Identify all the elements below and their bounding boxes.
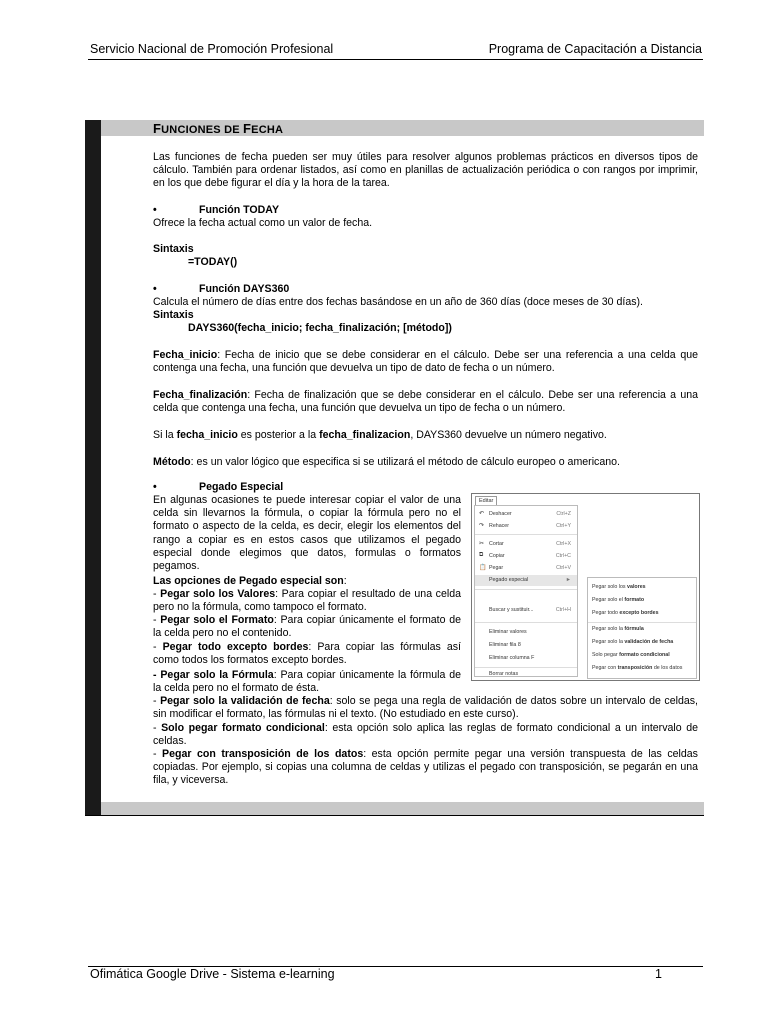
today-syntax: =TODAY() [188, 256, 238, 268]
menu-item-delete-column: Eliminar columna F [489, 655, 535, 661]
undo-icon: ↶ [479, 511, 485, 517]
option-formato: - Pegar solo el Formato: Para copiar únicamente el formato de la celda pero no el contenido. [153, 614, 461, 640]
clipboard-icon: 📋 [479, 565, 487, 571]
submenu-item-values: Pegar solo los valores [592, 584, 646, 590]
submenu-divider [588, 622, 696, 623]
section-bottom-rule [85, 815, 704, 816]
edit-menu-title: Editar [475, 496, 497, 506]
negative-note: Si la fecha_inicio es posterior a la fecha_finalizacion, DAYS360 devuelve un número negativo. [153, 429, 607, 441]
days360-syntax-label: Sintaxis [153, 309, 194, 321]
submenu-arrow-icon: ► [565, 577, 571, 583]
copy-icon: ⧉ [479, 552, 484, 558]
edit-menu [474, 505, 578, 677]
header-right: Programa de Capacitación a Distancia [488, 42, 702, 56]
menu-item-redo: ↷ Rehacer Ctrl+Y [479, 523, 571, 529]
header-rule [88, 59, 703, 60]
submenu-item-format: Pegar solo el formato [592, 597, 645, 603]
submenu-item-conditional-format: Solo pegar formato condicional [592, 652, 670, 658]
menu-item-delete-values: Eliminar valores [489, 629, 527, 635]
submenu-item-except-borders: Pegar todo excepto bordes [592, 610, 659, 616]
menu-item-paste: 📋 Pegar Ctrl+V [479, 565, 571, 571]
menu-item-cut: ✂ Cortar Ctrl+X [479, 541, 571, 547]
submenu-item-validation: Pegar solo la validación de fecha [592, 639, 674, 645]
days360-syntax: DAYS360(fecha_inicio; fecha_finalización; [método]) [188, 322, 452, 334]
option-valores: - Pegar solo los Valores: Para copiar el resultado de una celda pero no la fórmula, como tampoco el formato. [153, 588, 461, 614]
today-description: Ofrece la fecha actual como un valor de fecha. [153, 217, 373, 229]
param-fecha-finalizacion: Fecha_finalización: Fecha de finalización que se debe considerar en el cálculo. Debe ser una referencia a una celda que contenga una fecha, una función que devuelva un tipo de fecha o un número. [153, 389, 698, 415]
option-excepto-bordes: - Pegar todo excepto bordes: Para copiar las fórmulas así como todos los formatos excepto bordes. [153, 641, 461, 667]
days360-heading: • Función DAYS360 [153, 283, 290, 295]
param-fecha-inicio: Fecha_inicio: Fecha de inicio que se debe considerar en el cálculo. Debe ser una referencia a una celda que contenga una fecha, una función que devuelva un tipo de dato de fecha o un número. [153, 349, 698, 375]
pegado-intro: En algunas ocasiones te puede interesar copiar el valor de una celda sin llevarnos la fórmula, o copiar la fórmula pero no el formato o aspecto de la celda, es decir, elegir los elementos del rango a copiar es en estos casos que utilizamos el pegado especial donde elegimos que datos, formulas o formatos pegamos. [153, 494, 461, 573]
header-left: Servicio Nacional de Promoción Profesional [90, 42, 334, 56]
option-formato-condicional: - Solo pegar formato condicional: esta opción solo aplica las reglas de formato condicional a un intervalo de celdas. [153, 722, 698, 748]
menu-item-delete-row: Eliminar fila 8 [489, 642, 521, 648]
paste-special-menu-screenshot [471, 493, 700, 681]
today-heading: • Función TODAY [153, 204, 280, 216]
pegado-options-label: Las opciones de Pegado especial son: [153, 575, 347, 587]
option-validacion: - Pegar solo la validación de fecha: solo se pega una regla de validación de datos sobre un intervalo de celdas, sin modificar el formato, las fórmulas ni el texto. (No estudiado en este curso). [153, 695, 698, 721]
page-header [90, 42, 702, 58]
submenu-item-formula: Pegar solo la fórmula [592, 626, 644, 632]
menu-item-copy: ⧉ Copiar Ctrl+C [479, 552, 571, 559]
paste-special-submenu [587, 577, 697, 679]
option-formula: - Pegar solo la Fórmula: Para copiar únicamente la fórmula de la celda pero no el formato de ésta. [153, 669, 461, 695]
intro-paragraph: Las funciones de fecha pueden ser muy útiles para resolver algunos problemas prácticos en diversos tipos de cálculo. También para ordenar listados, así como en planillas de actualización periódica o con rangos por imprimir, en los que debe figurar el día y la hora de la tarea. [153, 151, 698, 190]
today-syntax-label: Sintaxis [153, 243, 194, 255]
redo-icon: ↷ [479, 523, 485, 529]
section-title: FUNCIONES DE FECHA [153, 121, 284, 136]
submenu-item-transpose: Pegar con transposición de los datos [592, 665, 683, 671]
page-footer [90, 967, 662, 981]
menu-divider [475, 589, 577, 590]
menu-divider [475, 622, 577, 623]
days360-description: Calcula el número de días entre dos fechas basándose en un año de 360 días (doce meses de 30 días). [153, 296, 643, 308]
menu-item-clear-notes: Borrar notas [489, 671, 519, 677]
pegado-heading: • Pegado Especial [153, 481, 284, 493]
menu-item-paste-special: Pegado especial ► [475, 575, 577, 586]
footer-left: Ofimática Google Drive - Sistema e-learning [90, 967, 335, 981]
left-dark-bar [85, 120, 101, 816]
menu-divider [475, 534, 577, 535]
menu-item-find-replace: Buscar y sustituir... Ctrl+H [489, 607, 571, 613]
menu-divider [475, 667, 577, 668]
menu-item-undo: ↶ Deshacer Ctrl+Z [479, 511, 571, 517]
option-transposicion: - Pegar con transposición de los datos: esta opción permite pegar una versión transpuesta de las celdas copiadas. Por ejemplo, si copias una columna de celdas y utilizas el pegado con transposición, se pegarán en una fila, y viceversa. [153, 748, 698, 787]
section-bottom-bar [101, 802, 704, 815]
param-metodo: Método: es un valor lógico que especifica si se utilizará el método de cálculo europeo o americano. [153, 456, 620, 468]
page-number: 1 [655, 967, 662, 981]
scissors-icon: ✂ [479, 541, 485, 547]
section-title-bar [101, 120, 704, 136]
